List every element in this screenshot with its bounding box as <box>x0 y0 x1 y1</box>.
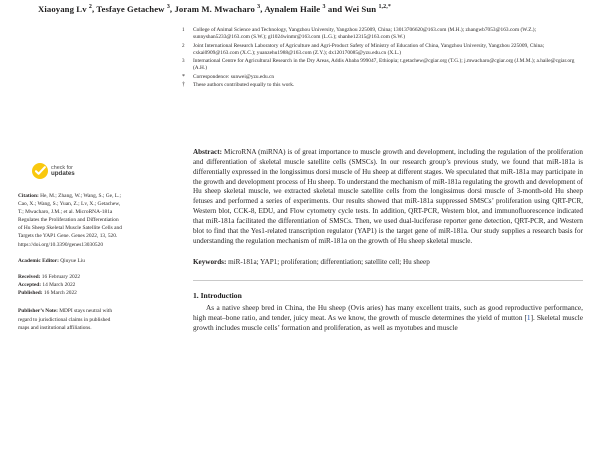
affiliation-item <box>182 43 582 58</box>
affiliation-text: International Centre for Agricultural Research in the Dry Areas, Addis Ababa 999047, Ethiopia; t.getachew@cgiar.org (T.G.); j.mwacharo@cgiar.org (J.M.M.); a.haile@cgiar.org (A.H.) <box>193 58 575 72</box>
received-value: 16 February 2022 <box>40 273 81 280</box>
citation-block <box>18 192 123 249</box>
published-value: 16 March 2022 <box>42 290 77 297</box>
affiliation-item <box>182 58 582 73</box>
correspondence-text: Correspondence: sunwei@yzu.edu.cn <box>193 73 275 80</box>
affiliation-text: Joint International Research Laboratory of Agriculture and Agri-Product Safety of Ministry of Education of China, Yangzhou University, Yangzhou 225009, China; cxkai0909@163.com (X.C.); yuanzehu1988@163.com (Z.Y.); dx120170085@yzu.edu.cn (X.L.) <box>193 42 545 56</box>
author-5: and Wei Sun <box>325 3 379 14</box>
accepted-value: 14 March 2022 <box>41 282 76 289</box>
author-3-affil-marker: 3 <box>257 4 261 10</box>
published-date <box>18 289 123 297</box>
author-4-affil-marker: 3 <box>322 4 326 10</box>
publisher-note <box>18 307 123 331</box>
author-3: , Joram M. Mwacharo <box>169 3 258 14</box>
affiliation-marker: 2 <box>182 42 185 49</box>
introduction-text-part-2: ]. Skeletal muscle growth includes muscle cells’ formation and proliferation, as well as myotubes and muscle <box>193 313 583 333</box>
affiliation-marker: 1 <box>182 27 185 33</box>
check-circle-icon <box>32 163 48 179</box>
section-divider <box>193 280 583 281</box>
equal-contribution-item <box>182 82 582 89</box>
author-5-affil-marker: 1,2,* <box>378 4 391 10</box>
left-sidebar <box>18 160 123 332</box>
introduction-text-part-1: As a native sheep bred in China, the Hu sheep (Ovis aries) has many excellent traits, such as good reproductive performance, high meat–bone ratio, and tender, juicy meat. As we know, the growth of muscle determines the yield of mutton [ <box>193 303 583 323</box>
equal-contribution-marker: † <box>182 81 185 88</box>
correspondence-marker: * <box>182 73 185 80</box>
affiliation-marker: 3 <box>182 58 185 64</box>
section-heading-introduction: 1. Introduction <box>193 291 242 301</box>
accepted-date <box>18 281 123 289</box>
citation-reference-1[interactable]: 1 <box>526 313 531 323</box>
keywords-label: Keywords: <box>193 258 227 267</box>
author-4: , Aynalem Haile <box>260 3 323 14</box>
author-1: Xiaoyang Lv <box>38 3 89 14</box>
received-label: Received: <box>18 273 41 280</box>
affiliation-list <box>182 27 582 90</box>
affiliation-text: College of Animal Science and Technology, Yangzhou University, Yangzhou 225009, China; 13013706620@163.com (M.H.); zhangwb7053@163.com (W.Z.); sunnyshan5233@163.com (S.W.); gl1024winmr@163.com (L.G.); shanhe12315@163.com (S.W.) <box>193 27 537 41</box>
check-for-updates-badge[interactable] <box>32 160 114 182</box>
keywords-block <box>193 258 583 268</box>
published-label: Published: <box>18 290 43 297</box>
accepted-label: Accepted: <box>18 282 42 289</box>
academic-editor-value: Qiuyue Liu <box>58 257 85 264</box>
keywords-text: miR-181a; YAP1; proliferation; differentiation; satellite cell; Hu sheep <box>226 258 430 267</box>
abstract-text: MicroRNA (miRNA) is of great importance to muscle growth and development, including the regulation of the proliferation and differentiation of skeletal muscle satellite cells (SMSCs). In our research group’s previous study, we found that miR-181a is differentially expressed in the longissimus dorsi muscle of Hu sheep at different stages. We speculated that miR-181a may participate in the growth and development process of Hu sheep. To understand the mechanism of miR-181a regulating the growth and development of Hu sheep skeletal muscle, we extracted skeletal muscle satellite cells from the longissimus dorsi muscle of 3-month-old Hu sheep fetuses and performed a series of experiments. Our results showed that miR-181a suppressed SMSCs’ proliferation using QRT-PCR, Western blot, CCK-8, EDU, and Flow cytometry cycle tests. In addition, QRT-PCR, Western blot, and immunofluorescence indicated that miR-181a facilitated the differentiation of SMSCs. Then, we used dual-luciferase reporter gene detection, QRT-PCR, and Western blot to find that the Yes1-related transcription regulator (YAP1) is the target gene of miR-181a. Our study supplies a research basis for understanding the regulation mechanism of miR-181a on the growth of Hu sheep skeletal muscle. <box>193 148 583 245</box>
equal-contribution-text: These authors contributed equally to this work. <box>193 81 295 88</box>
publisher-note-text: MDPI stays neutral with regard to jurisdictional claims in published maps and institutional affiliations. <box>18 308 113 331</box>
citation-text: He, M.; Zhang, W.; Wang, S.; Ge, L.; Cao, X.; Wang, S.; Yuan, Z.; Lv, X.; Getachew, T.; Mwacharo, J.M.; et al. MicroRNA-181a Regulates the Proliferation and Differentiation of Hu Sheep Skeletal Muscle Satellite Cells and Targets the YAP1 Gene. Genes 2022, 13, 520. https://doi.org/10.3390/genes13030520 <box>18 193 122 248</box>
badge-line-2: updates <box>51 170 75 177</box>
main-column <box>193 148 583 334</box>
abstract-label: Abstract: <box>193 148 222 156</box>
correspondence-item <box>182 74 582 81</box>
author-2-affil-marker: 3 <box>166 4 170 10</box>
affiliation-item <box>182 27 582 42</box>
author-2: , Tesfaye Getachew <box>92 3 167 14</box>
abstract-block <box>193 148 583 246</box>
academic-editor-label: Academic Editor: <box>18 257 59 264</box>
badge-line-1: check for <box>51 164 73 171</box>
author-1-affil-marker: 2 <box>88 4 93 10</box>
publisher-note-label: Publisher’s Note: <box>18 308 58 315</box>
introduction-paragraph <box>193 303 583 333</box>
author-list <box>38 2 583 15</box>
citation-label: Citation: <box>18 193 39 199</box>
received-date <box>18 273 123 281</box>
academic-editor <box>18 257 123 265</box>
check-for-updates-label <box>51 165 75 178</box>
